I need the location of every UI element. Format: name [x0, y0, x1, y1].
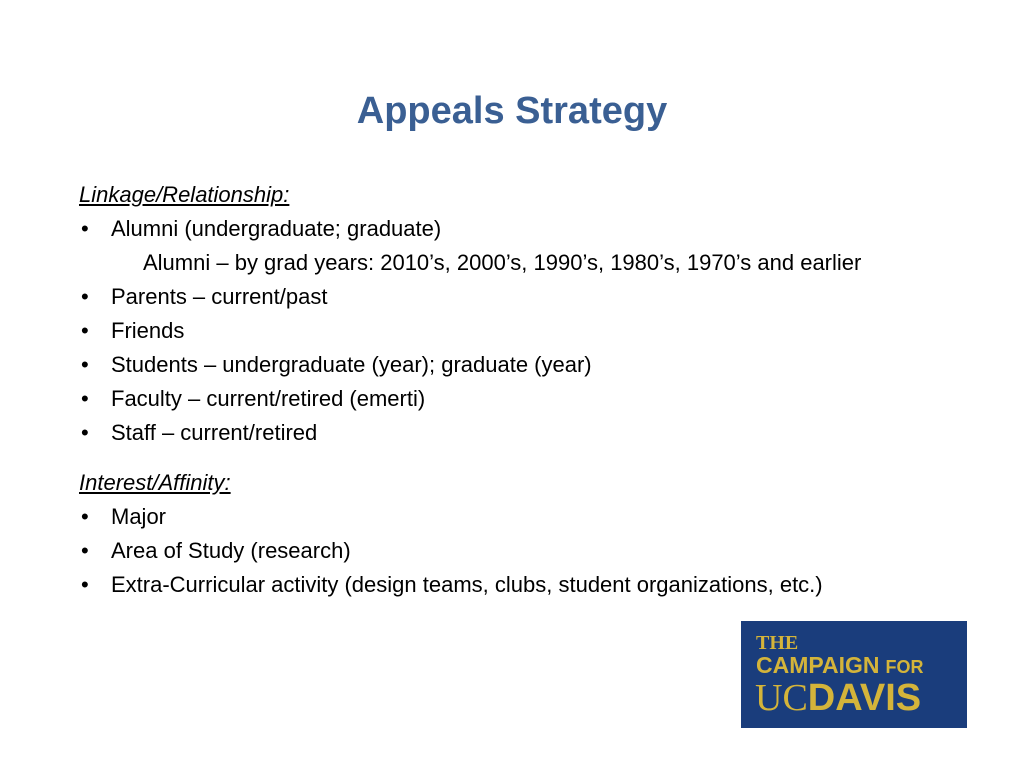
logo-campaign-text: CAMPAIGN — [756, 652, 880, 678]
list-item — [79, 500, 999, 534]
linkage-list — [79, 212, 999, 450]
logo-for-text: FOR — [885, 657, 924, 677]
list-item-text: Students – undergraduate (year); graduate (year) — [111, 352, 592, 377]
list-item-text: Parents – current/past — [111, 284, 328, 309]
bullet-icon: • — [81, 386, 89, 411]
bullet-icon: • — [81, 284, 89, 309]
logo-campaign-line — [756, 654, 924, 677]
logo-the-text: THE — [756, 632, 799, 654]
list-item — [79, 348, 999, 382]
bullet-icon: • — [81, 318, 89, 343]
interest-heading: Interest/Affinity: — [79, 470, 231, 495]
list-item — [79, 314, 999, 348]
list-item-text: Faculty – current/retired (emerti) — [111, 386, 426, 411]
interest-list — [79, 500, 999, 602]
list-item-text: Staff – current/retired — [111, 420, 318, 445]
bullet-icon: • — [81, 216, 89, 241]
bullet-icon: • — [81, 504, 89, 529]
campaign-logo — [741, 621, 967, 728]
alumni-sub-line: Alumni – by grad years: 2010’s, 2000’s, 1990’s, 1980’s, 1970’s and earlier — [143, 250, 862, 275]
logo-uc-text: UC — [755, 677, 808, 719]
list-item — [79, 416, 999, 450]
list-item-text: Extra-Curricular activity (design teams, clubs, student organizations, etc.) — [111, 572, 823, 597]
slide-content — [79, 178, 999, 602]
linkage-heading: Linkage/Relationship: — [79, 182, 290, 207]
logo-davis-text: DAVIS — [807, 677, 922, 719]
list-item — [79, 382, 999, 416]
bullet-icon: • — [81, 572, 89, 597]
list-item — [79, 534, 999, 568]
list-item-text: Area of Study (research) — [111, 538, 351, 563]
slide-title: Appeals Strategy — [356, 90, 668, 132]
bullet-icon: • — [81, 538, 89, 563]
logo-ucdavis-line — [755, 679, 921, 717]
list-item — [79, 280, 999, 314]
list-item — [79, 212, 999, 246]
list-item-text: Friends — [111, 318, 185, 343]
list-item-text: Alumni (undergraduate; graduate) — [111, 216, 442, 241]
bullet-icon: • — [81, 352, 89, 377]
list-item — [79, 568, 999, 602]
bullet-icon: • — [81, 420, 89, 445]
list-item-text: Major — [111, 504, 167, 529]
